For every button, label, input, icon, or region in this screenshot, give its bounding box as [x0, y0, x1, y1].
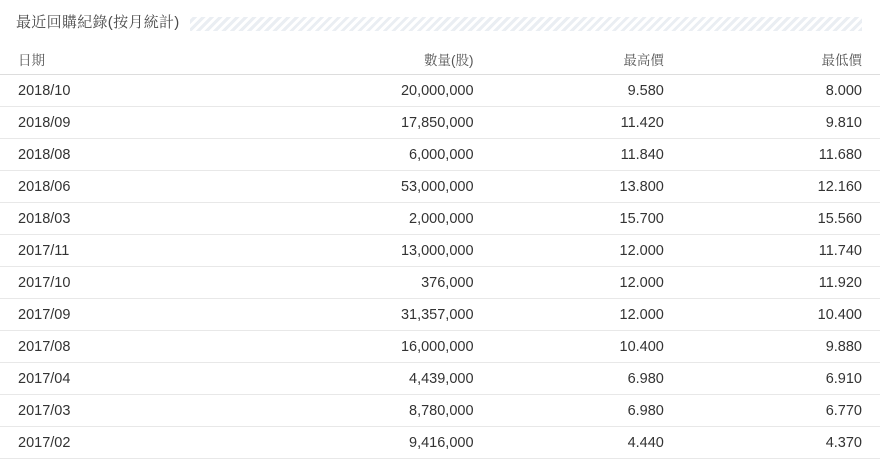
table-row	[0, 75, 880, 107]
cell-quantity: 4,439,000	[250, 363, 482, 395]
cell-quantity: 376,000	[250, 267, 482, 299]
cell-low-price: 11.680	[672, 139, 880, 171]
table-row	[0, 395, 880, 427]
table-row	[0, 235, 880, 267]
column-header-date: 日期	[0, 44, 250, 75]
cell-date: 2017/04	[0, 363, 250, 395]
cell-date: 2017/09	[0, 299, 250, 331]
cell-low-price: 9.810	[672, 107, 880, 139]
table-body	[0, 75, 880, 459]
cell-low-price: 8.000	[672, 75, 880, 107]
cell-high-price: 12.000	[482, 299, 672, 331]
cell-low-price: 10.400	[672, 299, 880, 331]
table-header	[0, 44, 880, 75]
column-header-high-price: 最高價	[482, 44, 672, 75]
cell-date: 2017/08	[0, 331, 250, 363]
cell-date: 2017/11	[0, 235, 250, 267]
cell-low-price: 4.370	[672, 427, 880, 459]
cell-date: 2018/10	[0, 75, 250, 107]
cell-low-price: 6.770	[672, 395, 880, 427]
column-header-low-price: 最低價	[672, 44, 880, 75]
buyback-table	[0, 44, 880, 459]
cell-date: 2017/03	[0, 395, 250, 427]
cell-low-price: 6.910	[672, 363, 880, 395]
cell-date: 2017/02	[0, 427, 250, 459]
cell-high-price: 13.800	[482, 171, 672, 203]
cell-quantity: 31,357,000	[250, 299, 482, 331]
page-title: 最近回購紀錄(按月統計)	[16, 13, 180, 31]
table-row	[0, 363, 880, 395]
cell-quantity: 6,000,000	[250, 139, 482, 171]
cell-date: 2018/08	[0, 139, 250, 171]
cell-quantity: 9,416,000	[250, 427, 482, 459]
cell-quantity: 16,000,000	[250, 331, 482, 363]
cell-high-price: 15.700	[482, 203, 672, 235]
cell-high-price: 6.980	[482, 395, 672, 427]
cell-high-price: 11.420	[482, 107, 672, 139]
cell-quantity: 53,000,000	[250, 171, 482, 203]
cell-high-price: 9.580	[482, 75, 672, 107]
table-row	[0, 267, 880, 299]
cell-high-price: 6.980	[482, 363, 672, 395]
cell-date: 2018/09	[0, 107, 250, 139]
table-row	[0, 107, 880, 139]
column-header-quantity: 數量(股)	[250, 44, 482, 75]
table-row	[0, 139, 880, 171]
hatched-divider	[190, 17, 862, 31]
cell-low-price: 9.880	[672, 331, 880, 363]
table-row	[0, 299, 880, 331]
cell-quantity: 13,000,000	[250, 235, 482, 267]
cell-date: 2018/06	[0, 171, 250, 203]
cell-low-price: 11.740	[672, 235, 880, 267]
table-row	[0, 171, 880, 203]
cell-quantity: 17,850,000	[250, 107, 482, 139]
cell-quantity: 2,000,000	[250, 203, 482, 235]
cell-date: 2018/03	[0, 203, 250, 235]
cell-low-price: 11.920	[672, 267, 880, 299]
cell-low-price: 12.160	[672, 171, 880, 203]
table-row	[0, 427, 880, 459]
table-row	[0, 203, 880, 235]
table-row	[0, 331, 880, 363]
cell-quantity: 20,000,000	[250, 75, 482, 107]
section-header	[0, 0, 880, 44]
cell-high-price: 10.400	[482, 331, 672, 363]
cell-low-price: 15.560	[672, 203, 880, 235]
cell-high-price: 12.000	[482, 235, 672, 267]
cell-quantity: 8,780,000	[250, 395, 482, 427]
cell-high-price: 12.000	[482, 267, 672, 299]
cell-high-price: 4.440	[482, 427, 672, 459]
cell-date: 2017/10	[0, 267, 250, 299]
table-header-row	[0, 44, 880, 75]
cell-high-price: 11.840	[482, 139, 672, 171]
